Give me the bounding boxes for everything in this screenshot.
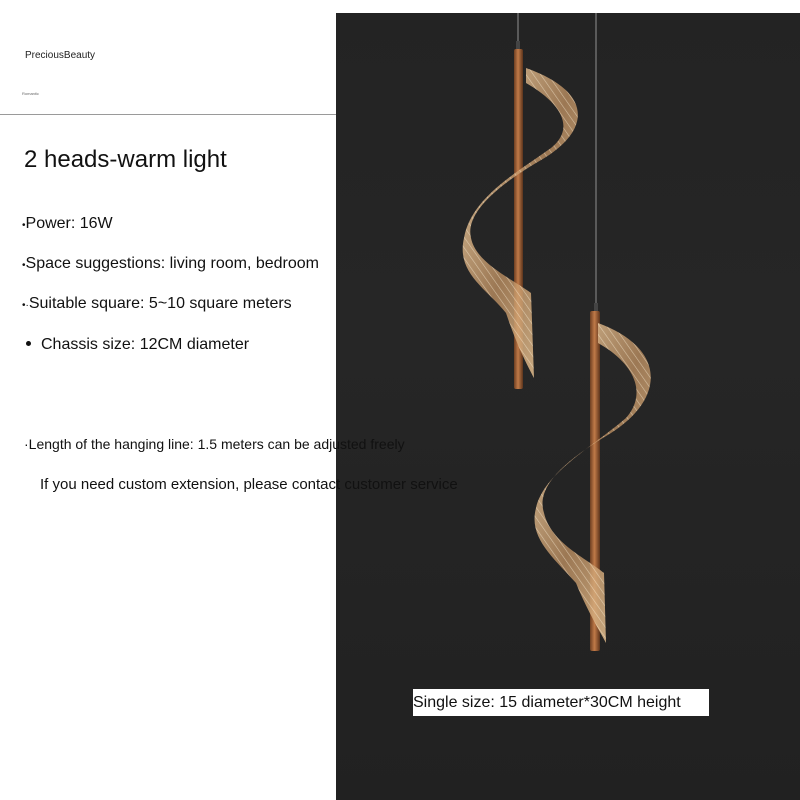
spec-chassis xyxy=(26,336,249,354)
pendant-lamp-right xyxy=(535,303,651,651)
spec-square-label: Suitable square: 5~10 square meters xyxy=(28,295,292,312)
bullet-icon: •· xyxy=(22,300,29,311)
spec-power xyxy=(22,215,113,233)
two-spiral-pendant-lamps-icon xyxy=(336,13,800,800)
pendant-lamp-left xyxy=(463,41,578,389)
spec-space xyxy=(22,255,319,273)
brand-name: PreciousBeauty xyxy=(25,50,96,61)
hanging-line-label: Length of the hanging line: 1.5 meters can be adjusted freely xyxy=(28,436,405,452)
bullet-icon: • xyxy=(22,260,26,271)
bullet-icon: • xyxy=(22,220,26,231)
custom-extension-note: If you need custom extension, please contact customer service xyxy=(40,476,458,493)
spec-chassis-label: Chassis size: 12CM diameter xyxy=(41,336,250,353)
bullet-icon: · xyxy=(24,436,29,452)
brand-tagline: Romantic xyxy=(22,91,39,96)
bullet-icon xyxy=(26,341,31,346)
spec-power-label: Power: 16W xyxy=(25,215,113,232)
header-divider xyxy=(0,114,337,115)
product-heading: 2 heads-warm light xyxy=(24,146,227,173)
hanging-line-note xyxy=(24,436,405,452)
spec-square xyxy=(22,295,292,313)
product-photo xyxy=(336,13,800,800)
single-size-label: Single size: 15 diameter*30CM height xyxy=(413,689,709,716)
spec-space-label: Space suggestions: living room, bedroom xyxy=(25,255,320,272)
